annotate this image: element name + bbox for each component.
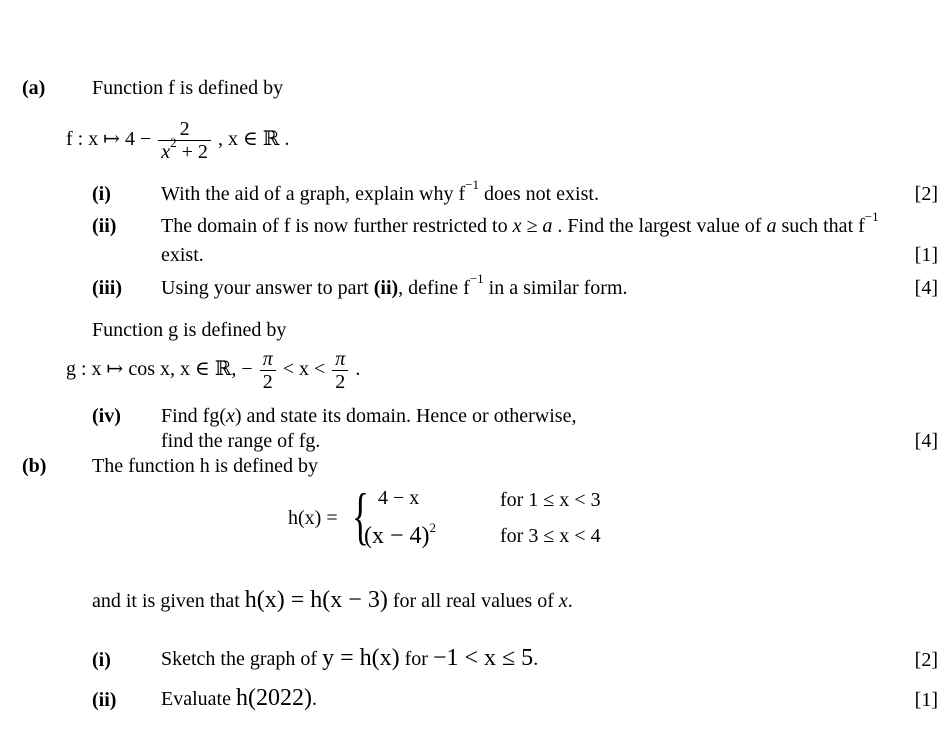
g-def-fraction-right: $\frac{\pi}{2}$ [332,348,348,393]
h-case2-expr: $(x - 4)^2$ [364,520,437,549]
f-def-denominator: $x^2 + 2$ [161,135,208,163]
part-b-intro: The function h is defined by [92,455,319,477]
part-b-label: (b) [22,455,47,477]
f-def-suffix: , x ∈ ℝ . [217,128,290,151]
part-a-iii-marks: [4] [914,277,938,299]
f-def-prefix: f : x ↦ 4 − [66,128,152,151]
part-a-i-label: (i) [92,183,111,205]
g-def-fraction-left: $\frac{\pi}{2}$ [260,348,276,393]
part-a-label: (a) [22,77,46,99]
h-lhs: h(x) = [288,507,338,529]
g-definition [66,348,360,393]
part-b-ii-label: (ii) [92,689,117,711]
g-def-prefix: g : x ↦ cos x, x ∈ ℝ, − [66,358,253,381]
part-a-intro: Function f is defined by [92,77,284,99]
part-a-iii-label: (iii) [92,277,122,299]
piecewise-brace: { [352,480,369,551]
f-def-numerator: 2 [158,118,211,141]
part-a-iv-line2: find the range of fg. [161,430,321,452]
part-a-iv-label: (iv) [92,405,121,427]
h-case1-expr: 4 − x [378,487,420,509]
g-def-middle: < x < [282,358,331,381]
part-a-iv-line1: Find fg(x) and state its domain. Hence or otherwise, [161,405,577,427]
part-a-ii-line1: The domain of f is now further restricted to x ≥ a . Find the largest value of a such that $f^{-1}$ [161,209,879,237]
g-def-suffix: . [355,358,361,381]
f-def-fraction [158,118,211,163]
part-b-ii-marks: [1] [914,689,938,711]
g-intro: Function g is defined by [92,319,287,341]
part-b-i-marks: [2] [914,649,938,671]
part-a-iii-text: Using your answer to part (ii), define $f^{-1}$ in a similar form. [161,271,628,299]
part-a-i-marks: [2] [914,183,938,205]
part-b-i-label: (i) [92,649,111,671]
part-a-ii-marks: [1] [914,244,938,266]
h-case2-cond: for 3 ≤ x < 4 [500,525,601,547]
part-a-ii-line2: exist. [161,244,204,266]
h-given-statement: and it is given that h(x) = h(x − 3) for all real values of x. [92,587,573,613]
part-b-ii-text: Evaluate h(2022). [161,685,317,711]
h-case1-cond: for 1 ≤ x < 3 [500,489,601,511]
part-a-iv-marks: [4] [914,430,938,452]
part-b-i-text: Sketch the graph of y = h(x) for −1 < x ≤ 5. [161,645,539,671]
part-a-i-text: With the aid of a graph, explain why $f^{-1}$ does not exist. [161,177,599,205]
part-a-ii-label: (ii) [92,215,117,237]
f-definition [66,118,289,163]
